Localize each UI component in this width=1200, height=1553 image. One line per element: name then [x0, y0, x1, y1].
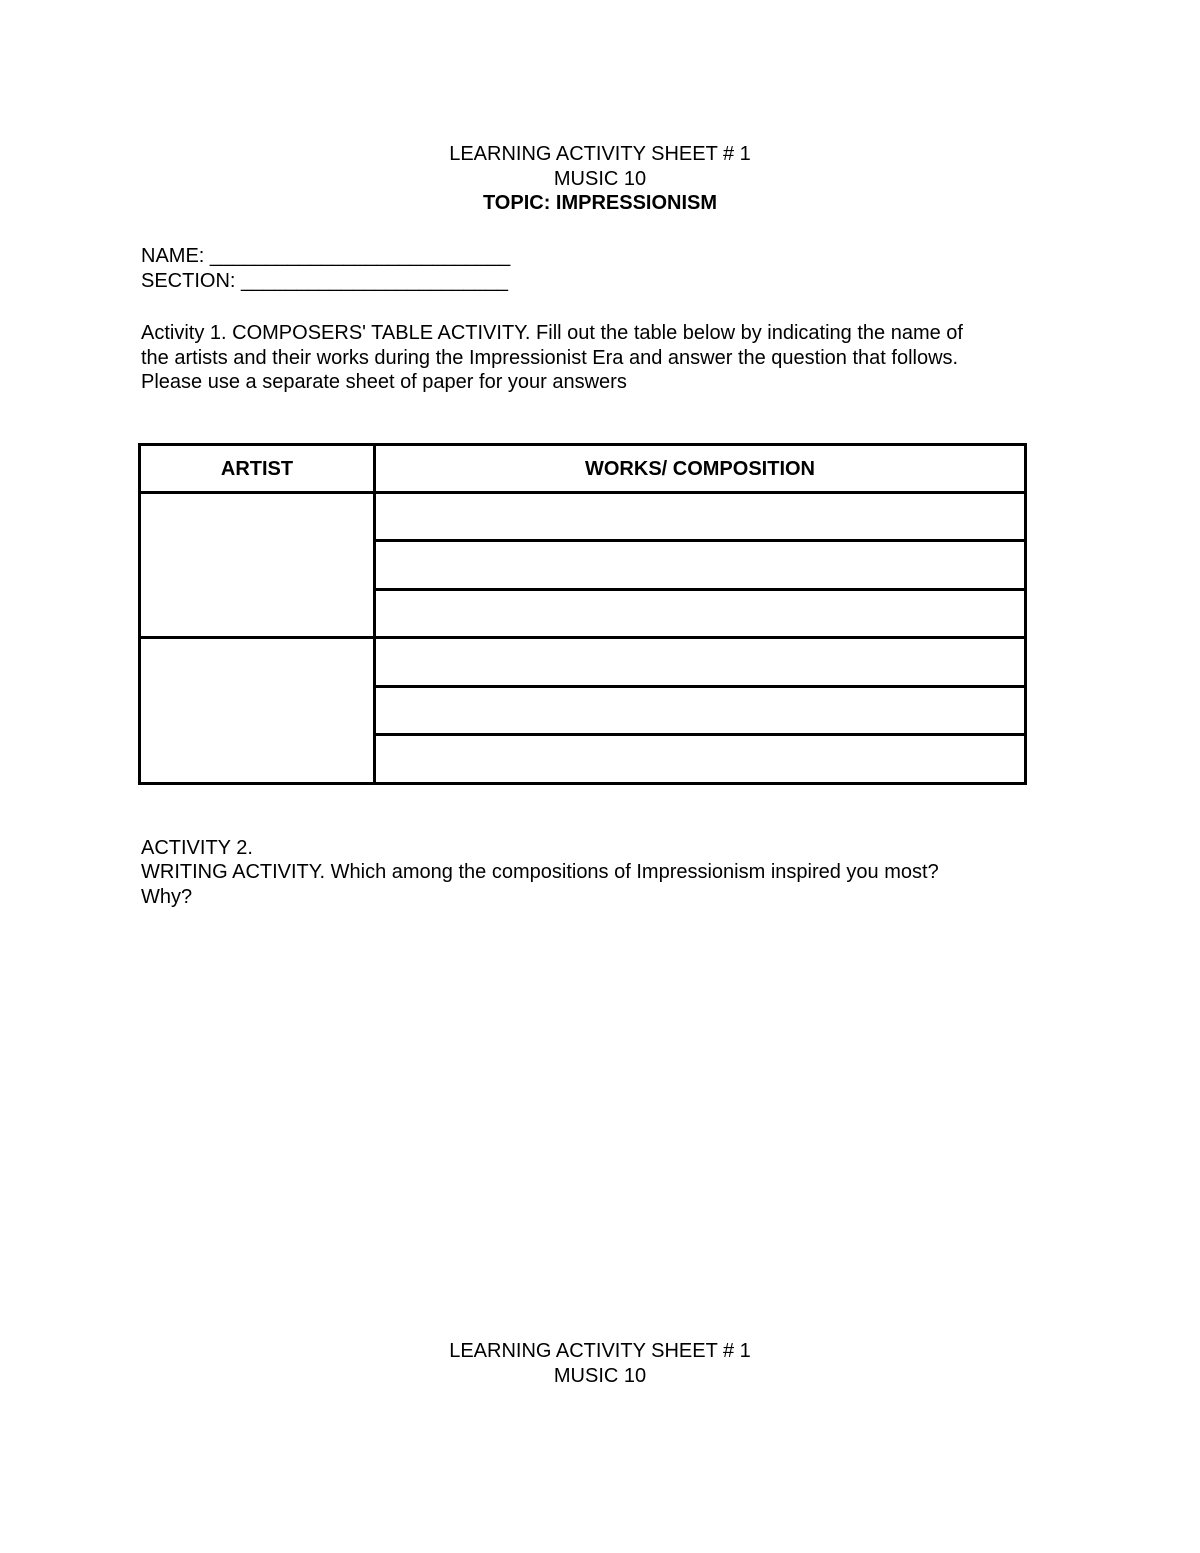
activity2-prompt-continued: Why? — [141, 886, 193, 908]
activity1-instructions — [141, 321, 1041, 395]
footer-subject-title: MUSIC 10 — [553, 1365, 647, 1387]
activity1-line: the artists and their works during the Impressionist Era and answer the question that follows. — [141, 346, 959, 369]
header-works: WORKS/ COMPOSITION — [585, 457, 815, 480]
artist-cell[interactable] — [141, 494, 373, 636]
works-cell[interactable] — [376, 494, 1024, 539]
name-field: NAME: ___________________________ — [141, 245, 511, 267]
works-cell[interactable] — [376, 688, 1024, 733]
works-cell[interactable] — [376, 542, 1024, 588]
activity2-prompt: WRITING ACTIVITY. Which among the compositions of Impressionism inspired you most? — [141, 861, 939, 883]
footer-sheet-title: LEARNING ACTIVITY SHEET # 1 — [449, 1340, 751, 1362]
works-cell[interactable] — [376, 591, 1024, 636]
works-cell[interactable] — [376, 639, 1024, 685]
works-cell[interactable] — [376, 736, 1024, 782]
artist-cell[interactable] — [141, 639, 373, 782]
subject-title: MUSIC 10 — [553, 168, 647, 190]
topic-title: TOPIC: IMPRESSIONISM — [482, 192, 718, 214]
sheet-title: LEARNING ACTIVITY SHEET # 1 — [449, 143, 751, 165]
composers-table — [138, 443, 1027, 785]
activity2-heading: ACTIVITY 2. — [141, 837, 253, 859]
header-artist: ARTIST — [220, 457, 294, 480]
activity1-line: Please use a separate sheet of paper for your answers — [141, 371, 627, 393]
section-field: SECTION: ________________________ — [141, 270, 508, 292]
activity1-line: Activity 1. COMPOSERS' TABLE ACTIVITY. Fill out the table below by indicating the name of — [141, 322, 963, 344]
